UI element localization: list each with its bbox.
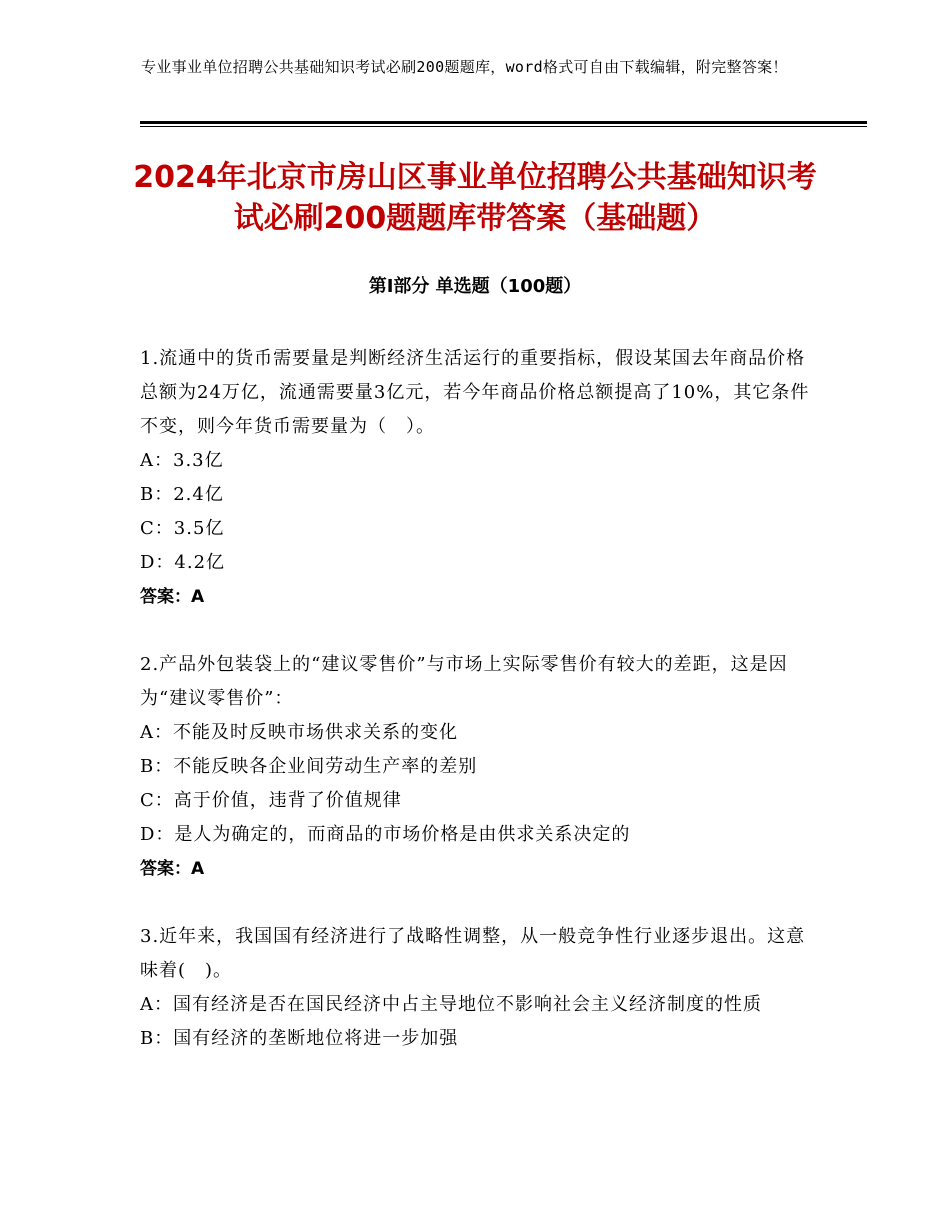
question-2 (140, 648, 810, 886)
answer-label: 答案：A (140, 859, 205, 879)
option-b: B：2.4亿 (140, 484, 224, 505)
header-divider-thin (140, 126, 867, 127)
question-stem: 3.近年来，我国国有经济进行了战略性调整，从一般竞争性行业逐步退出。这意味着( )。 (140, 926, 806, 981)
question-1 (140, 342, 810, 614)
question-list (140, 342, 810, 1090)
option-a: A：3.3亿 (140, 450, 224, 471)
option-b: B：国有经济的垄断地位将进一步加强 (140, 1028, 459, 1049)
option-d: D：4.2亿 (140, 552, 226, 573)
option-c: C：3.5亿 (140, 518, 225, 539)
answer-label: 答案：A (140, 587, 205, 607)
question-stem: 1.流通中的货币需要量是判断经济生活运行的重要指标，假设某国去年商品价格总额为24万亿，流通需要量3亿元，若今年商品价格总额提高了10%，其它条件不变，则今年货币需要量为（ ）。 (140, 348, 810, 437)
option-d: D：是人为确定的，而商品的市场价格是由供求关系决定的 (140, 824, 631, 845)
option-a: A：不能及时反映市场供求关系的变化 (140, 722, 458, 743)
document-title: 2024年北京市房山区事业单位招聘公共基础知识考试必刷200题题库带答案（基础题） (133, 160, 817, 236)
option-c: C：高于价值，违背了价值规律 (140, 790, 402, 811)
question-3 (140, 920, 810, 1056)
header-note: 专业事业单位招聘公共基础知识考试必刷200题题库，word格式可自由下载编辑，附完整答案！ (141, 58, 788, 76)
option-a: A：国有经济是否在国民经济中占主导地位不影响社会主义经济制度的性质 (140, 994, 762, 1015)
question-stem: 2.产品外包装袋上的“建议零售价”与市场上实际零售价有较大的差距，这是因为“建议零售价”： (140, 654, 788, 709)
option-b: B：不能反映各企业间劳动生产率的差别 (140, 756, 478, 777)
section-title: 第Ⅰ部分 单选题（100题） (368, 276, 582, 297)
header-divider-thick (140, 121, 867, 124)
